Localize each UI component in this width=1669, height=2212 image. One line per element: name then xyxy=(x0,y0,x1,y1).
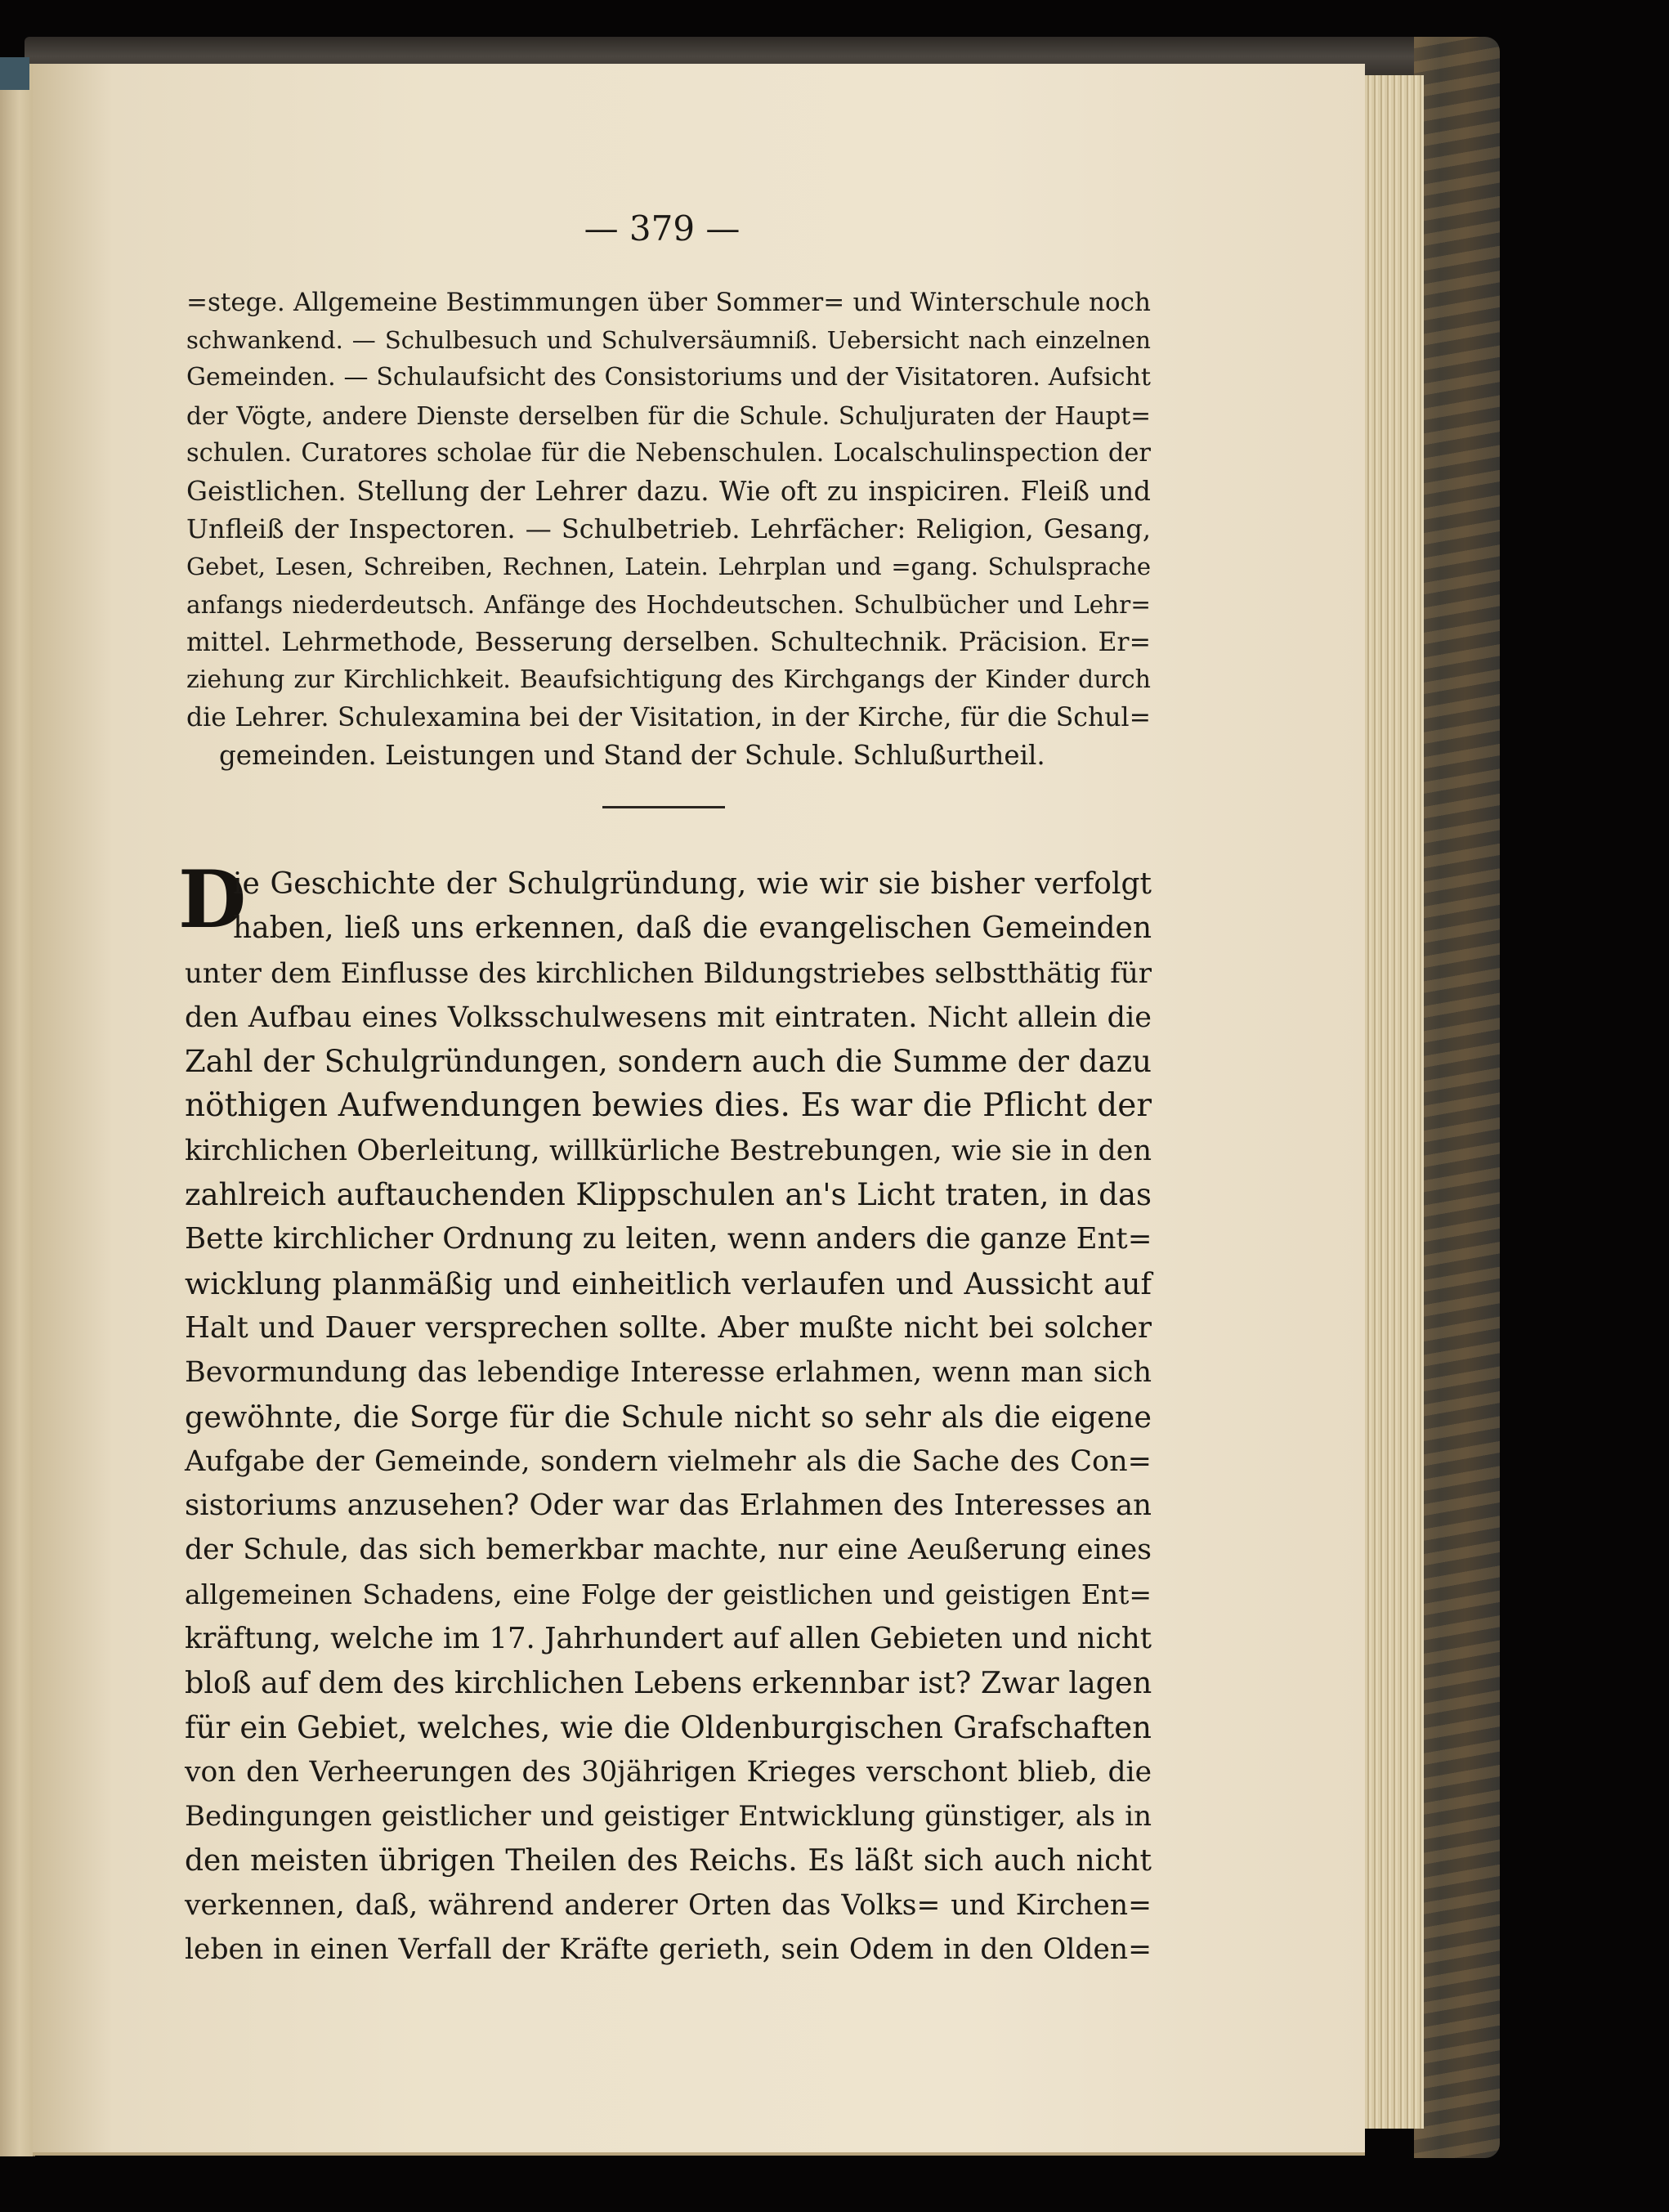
page-edges xyxy=(1357,75,1424,2129)
summary-line: schulen. Curatores scholae für die Nebenschulen. Localschulinspection der xyxy=(186,438,1151,468)
body-line: kräftung, welche im 17. Jahrhundert auf allen Gebieten und nicht xyxy=(185,1622,1152,1656)
body-line: den meisten übrigen Theilen des Reichs. Es läßt sich auch nicht xyxy=(185,1843,1152,1878)
body-line: bloß auf dem des kirchlichen Lebens erkennbar ist? Zwar lagen xyxy=(185,1665,1152,1701)
body-line: Zahl der Schulgründungen, sondern auch die Summe der dazu xyxy=(185,1044,1152,1080)
summary-line: mittel. Lehrmethode, Besserung derselben. Schultechnik. Präcision. Er= xyxy=(186,627,1151,657)
body-line: Halt und Dauer versprechen sollte. Aber mußte nicht bei solcher xyxy=(185,1310,1152,1345)
body-line: haben, ließ uns erkennen, daß die evangelischen Gemeinden xyxy=(233,911,1152,946)
body-line: gewöhnte, die Sorge für die Schule nicht so sehr als die eigene xyxy=(185,1399,1152,1435)
summary-line: Unfleiß der Inspectoren. — Schulbetrieb. Lehrfächer: Religion, Gesang, xyxy=(186,513,1151,545)
drop-cap-initial: D xyxy=(178,853,247,946)
body-line: allgemeinen Schadens, eine Folge der geistlichen und geistigen Ent= xyxy=(185,1578,1152,1610)
body-line: ie Geschichte der Schulgründung, wie wir sie bisher verfolgt xyxy=(233,867,1152,901)
body-line: leben in einen Verfall der Kräfte gerieth, sein Odem in den Olden= xyxy=(185,1933,1152,1967)
body-line: den Aufbau eines Volksschulwesens mit eintraten. Nicht allein die xyxy=(185,1001,1152,1034)
section-divider xyxy=(602,806,725,808)
page-number: — 379 — xyxy=(584,208,741,249)
body-line: zahlreich auftauchenden Klippschulen an's Licht traten, in das xyxy=(185,1177,1152,1213)
summary-line: der Vögte, andere Dienste derselben für die Schule. Schuljuraten der Haupt= xyxy=(186,401,1151,430)
summary-line: die Lehrer. Schulexamina bei der Visitation, in der Kirche, für die Schul= xyxy=(186,703,1151,733)
body-line: von den Verheerungen des 30jährigen Krieges verschont blieb, die xyxy=(185,1755,1152,1789)
summary-line: Geistlichen. Stellung der Lehrer dazu. Wie oft zu inspiciren. Fleiß und xyxy=(186,476,1151,508)
previous-page-edge xyxy=(0,64,35,2156)
body-line: Aufgabe der Gemeinde, sondern vielmehr als die Sache des Con= xyxy=(185,1444,1152,1478)
body-line: verkennen, daß, während anderer Orten das Volks= und Kirchen= xyxy=(185,1888,1152,1922)
summary-line: schwankend. — Schulbesuch und Schulversäumniß. Uebersicht nach einzelnen xyxy=(186,326,1151,355)
summary-line: =stege. Allgemeine Bestimmungen über Sommer= und Winterschule noch xyxy=(186,288,1151,317)
body-text xyxy=(185,862,1152,1972)
summary-line: gemeinden. Leistungen und Stand der Schule. Schlußurtheil. xyxy=(219,740,1045,772)
summary-line: Gebet, Lesen, Schreiben, Rechnen, Latein. Lehrplan und =gang. Schulsprache xyxy=(186,553,1151,581)
book-spine-cover xyxy=(1414,37,1500,2158)
book-cover-left xyxy=(0,57,29,90)
summary-line: ziehung zur Kirchlichkeit. Beaufsichtigung des Kirchgangs der Kinder durch xyxy=(186,665,1151,695)
body-line: für ein Gebiet, welches, wie die Oldenburgischen Grafschaften xyxy=(185,1709,1152,1745)
body-line: Bette kirchlicher Ordnung zu leiten, wenn anders die ganze Ent= xyxy=(185,1222,1152,1256)
body-line: Bedingungen geistlicher und geistiger Entwicklung günstiger, als in xyxy=(185,1800,1152,1834)
summary-line: Gemeinden. — Schulaufsicht des Consistoriums und der Visitatoren. Aufsicht xyxy=(186,363,1151,392)
body-line: Bevormundung das lebendige Interesse erlahmen, wenn man sich xyxy=(185,1356,1152,1390)
body-line: unter dem Einflusse des kirchlichen Bildungstriebes selbstthätig für xyxy=(185,956,1152,990)
body-line: wicklung planmäßig und einheitlich verlaufen und Aussicht auf xyxy=(185,1265,1152,1301)
body-line: sistoriums anzusehen? Oder war das Erlahmen des Interesses an xyxy=(185,1489,1152,1523)
summary-line: anfangs niederdeutsch. Anfänge des Hochdeutschen. Schulbücher und Lehr= xyxy=(186,590,1151,619)
body-line: nöthigen Aufwendungen bewies dies. Es war die Pflicht der xyxy=(185,1087,1152,1125)
body-line: kirchlichen Oberleitung, willkürliche Bestrebungen, wie sie in den xyxy=(185,1134,1152,1167)
chapter-summary xyxy=(186,284,1151,775)
body-line: der Schule, das sich bemerkbar machte, nur eine Aeußerung eines xyxy=(185,1534,1152,1567)
